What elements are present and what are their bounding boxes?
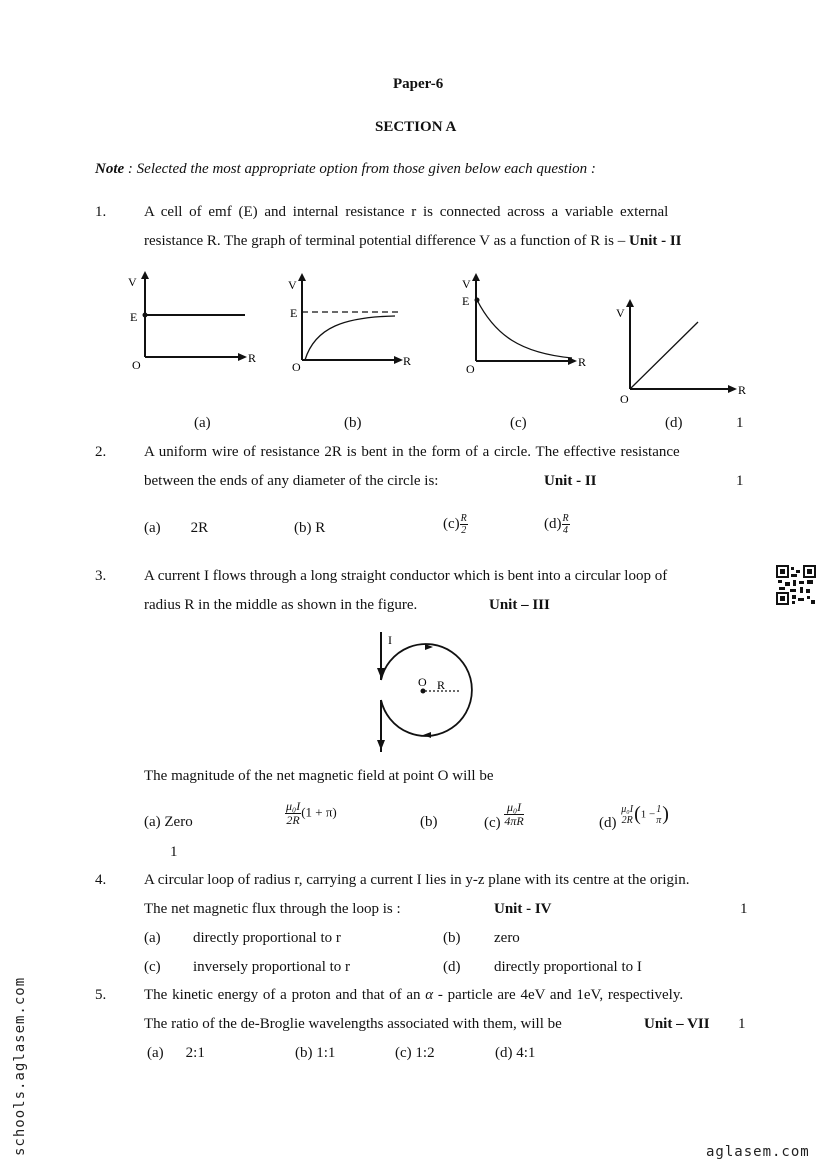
q2-option-c[interactable] <box>443 513 468 536</box>
q2-a-value: 2R <box>190 520 209 536</box>
graph-b <box>288 273 411 374</box>
graph-a-r: R <box>248 351 257 365</box>
q1-option-c[interactable]: (c) <box>510 415 527 431</box>
q2-c-num: R <box>460 513 467 524</box>
q2-d-fraction <box>562 513 570 536</box>
q4-d-text: directly proportional to I <box>494 959 642 975</box>
q3-d-den: 2R <box>621 814 633 826</box>
q5-marks: 1 <box>738 1016 746 1032</box>
q2-option-a[interactable] <box>144 520 208 537</box>
instruction-note <box>95 161 596 178</box>
graph-d-o: O <box>620 392 629 406</box>
q4-option-b[interactable] <box>443 930 520 947</box>
q2-d-den: 4 <box>563 525 569 536</box>
q4-marks: 1 <box>740 901 748 917</box>
q3-d-tail-den: π <box>656 814 662 826</box>
q3-b-den: 2R <box>286 813 300 827</box>
q2-c-label: (c) <box>443 515 460 532</box>
q3-text-line2: radius R in the middle as shown in the figure. <box>144 597 418 613</box>
q4-c-text: inversely proportional to r <box>193 959 351 975</box>
graph-b-v: V <box>288 278 297 292</box>
q4-a-label: (a) <box>144 930 161 946</box>
graph-c-e: E <box>462 294 470 308</box>
q2-a-label: (a) <box>144 520 161 536</box>
q1-unit: Unit - II <box>629 233 682 249</box>
q1-graphs <box>110 265 770 415</box>
q2-option-d[interactable] <box>544 513 570 536</box>
q1-text-line1: A cell of emf (E) and internal resistance r is connected across a variable external <box>144 204 669 220</box>
q5-number: 5. <box>95 987 107 1003</box>
graph-d-r: R <box>738 383 747 397</box>
q4-option-d[interactable] <box>443 959 642 976</box>
q3-b-num: μ₀I <box>286 799 301 813</box>
q3-option-c[interactable] <box>484 797 524 832</box>
q3-option-b[interactable]: (b) <box>420 814 438 830</box>
q3-fig-r: R <box>437 678 446 692</box>
q4-option-a[interactable] <box>144 930 341 947</box>
q1-number: 1. <box>95 204 107 220</box>
q3-d-tail-num: 1 <box>656 803 662 815</box>
q5-text-line2: The ratio of the de-Broglie wavelengths associated with them, will be <box>144 1016 562 1032</box>
graph-a-v: V <box>128 275 137 289</box>
graph-a <box>128 271 256 372</box>
q3-fig-o: O <box>418 675 427 689</box>
q3-question: The magnitude of the net magnetic field at point O will be <box>144 768 494 784</box>
q1-option-b[interactable]: (b) <box>344 415 362 431</box>
q4-a-text: directly proportional to r <box>193 930 341 946</box>
graph-a-o: O <box>132 358 141 372</box>
section-title: SECTION A <box>375 119 457 135</box>
q4-b-text: zero <box>494 930 520 946</box>
graph-c-r: R <box>578 355 587 369</box>
q2-unit: Unit - II <box>544 473 597 489</box>
q2-c-fraction <box>460 513 468 536</box>
q2-number: 2. <box>95 444 107 460</box>
graph-a-e: E <box>130 310 138 324</box>
q5-option-b[interactable]: (b) 1:1 <box>295 1045 336 1061</box>
q4-number: 4. <box>95 872 107 888</box>
q3-c-label: (c) <box>484 815 501 831</box>
q2-c-den: 2 <box>461 525 467 536</box>
q3-option-a[interactable]: (a) Zero <box>144 814 193 830</box>
graph-b-e: E <box>290 306 298 320</box>
q2-marks: 1 <box>736 473 744 489</box>
q1-option-a[interactable]: (a) <box>194 415 211 431</box>
q4-c-label: (c) <box>144 959 161 975</box>
q4-text-line1: A circular loop of radius r, carrying a current I lies in y-z plane with its centre at the origin. <box>144 872 690 888</box>
q3-b-fraction <box>285 800 301 827</box>
q1-line2-text: resistance R. The graph of terminal potential difference V as a function of R is – <box>144 233 626 249</box>
graph-c <box>462 273 586 376</box>
q3-fig-i: I <box>388 633 392 647</box>
q1-text-line2 <box>144 233 682 250</box>
q5-alpha: α <box>425 987 434 1003</box>
q3-option-d[interactable]: (d) μ₀I 2R (1 − 1 π ) <box>599 803 669 831</box>
q4-text-line2: The net magnetic flux through the loop is : <box>144 901 401 917</box>
graph-b-r: R <box>403 354 412 368</box>
q1-marks: 1 <box>736 415 744 431</box>
q3-d-fraction <box>620 804 634 826</box>
q3-b-tail: (1 + π) <box>301 804 337 820</box>
q3-text-line1: A current I flows through a long straight conductor which is bent into a circular loop of <box>144 568 668 584</box>
q5-unit: Unit – VII <box>644 1016 710 1032</box>
q3-c-fraction <box>504 801 523 828</box>
q3-unit: Unit – III <box>489 597 550 613</box>
q5-a-label: (a) <box>147 1045 164 1061</box>
note-label: Note <box>95 161 125 177</box>
qr-code-icon <box>776 565 816 605</box>
q3-marks: 1 <box>170 844 178 860</box>
q5-option-d[interactable]: (d) 4:1 <box>495 1045 536 1061</box>
q3-number: 3. <box>95 568 107 584</box>
graph-c-v: V <box>462 277 471 291</box>
q2-d-label: (d) <box>544 515 562 532</box>
q2-d-num: R <box>562 513 569 524</box>
note-text: : Selected the most appropriate option from those given below each question : <box>127 161 596 177</box>
q3-c-den: 4πR <box>504 814 524 828</box>
q5-line1-pre: The kinetic energy of a proton and that of an <box>144 987 421 1003</box>
q3-loop-figure <box>365 628 475 758</box>
q5-option-a[interactable] <box>147 1045 205 1062</box>
q3-d-label: (d) <box>599 815 617 831</box>
bottom-watermark: aglasem.com <box>706 1144 810 1160</box>
q2-text-line2: between the ends of any diameter of the circle is: <box>144 473 439 489</box>
graph-d-v: V <box>616 306 625 320</box>
q3-option-b-expression <box>285 800 337 827</box>
q5-text-line1 <box>144 987 683 1004</box>
q4-b-label: (b) <box>443 930 461 946</box>
q1-option-d[interactable]: (d) <box>665 415 683 431</box>
paper-title: Paper-6 <box>393 76 444 92</box>
graph-d <box>616 299 746 406</box>
q3-c-num: μ₀I <box>504 801 523 815</box>
q5-option-c[interactable]: (c) 1:2 <box>395 1045 435 1061</box>
q4-d-label: (d) <box>443 959 461 975</box>
q4-option-c[interactable] <box>144 959 351 976</box>
q5-line1-post: - particle are 4eV and 1eV, respectively. <box>437 987 684 1003</box>
q2-option-b[interactable]: (b) R <box>294 520 326 536</box>
q5-a-value: 2:1 <box>185 1045 205 1061</box>
side-watermark: schools.aglasem.com <box>12 976 28 1156</box>
q4-unit: Unit - IV <box>494 901 552 917</box>
graph-c-o: O <box>466 362 475 376</box>
graph-b-o: O <box>292 360 301 374</box>
q2-text-line1: A uniform wire of resistance 2R is bent in the form of a circle. The effective resistance <box>144 444 680 460</box>
q3-d-num: μ₀I <box>621 803 634 815</box>
